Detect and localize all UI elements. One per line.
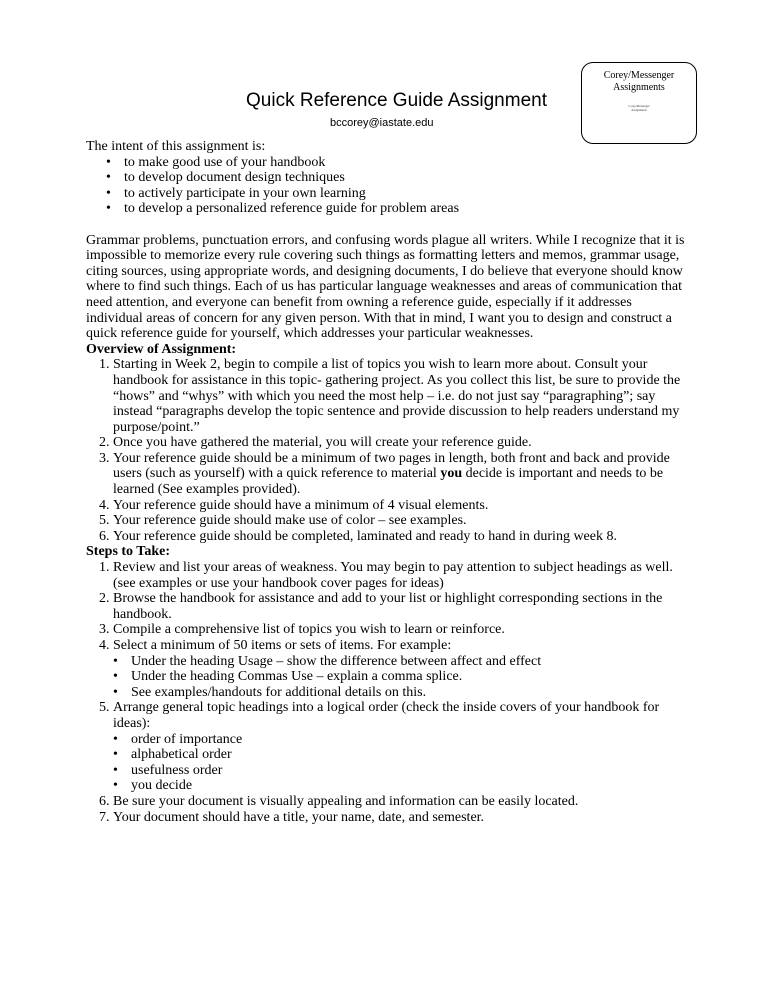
emphasis-you: you [440,466,463,482]
order-option: • you decide [113,778,686,794]
item-text-rest: decide is important and needs to be learned (See examples provided). [113,466,664,498]
item-text: Your document should have a title, your name, date, and semester. [113,809,485,825]
overview-item [86,357,686,435]
item-text: Browse the handbook for assistance and add to your list or highlight corresponding sections in the handbook. [113,591,663,622]
item-number: 5. [99,700,110,716]
intro-lead: The intent of this assignment is: [86,139,266,154]
order-options-list [113,732,686,794]
overview-item [86,435,686,451]
badge-small-line-1: Corey/Messenger [628,104,650,108]
item-number: 1. [99,357,110,373]
item-number: 6. [99,528,110,544]
steps-heading: Steps to Take: [86,544,171,560]
intent-item: • to make good use of your handbook [86,155,686,171]
order-option: • usefulness order [113,763,686,779]
overview-item [86,451,686,498]
item-number: 2. [99,435,110,451]
item-text: Arrange general topic headings into a logical order (check the inside covers of your handbook for ideas): [113,700,660,731]
intro-paragraph: Grammar problems, punctuation errors, and confusing words plague all writers. While I recognize that it is impossible to memorize every rule covering such things as formatting letters and memos, grammar usage, citing sources, using appropriate words, and designing documents, I do believe that everyone should know where to find such things. Each of us has particular language weaknesses and areas of communication that need attention, and everyone can benefit from owning a reference guide, especially if it addresses individual areas of concern for any given person. With that in mind, I want you to design and construct a quick reference guide for yourself, which addresses your particular weaknesses. [86,232,685,342]
item-text: Your reference guide should make use of color – see examples. [113,513,467,529]
step-item [86,622,686,638]
step-item [86,591,686,622]
document-body [86,139,686,825]
document-title: Quick Reference Guide Assignment [246,90,547,111]
item-number: 5. [99,513,110,529]
item-text: Once you have gathered the material, you will create your reference guide. [113,435,532,451]
item-number: 2. [99,591,110,607]
overview-heading: Overview of Assignment: [86,341,237,357]
item-number: 4. [99,497,110,513]
item-number: 1. [99,560,110,576]
step-item [86,794,686,810]
badge-line-1: Corey/Messenger [603,70,675,81]
intent-item: • to actively participate in your own learning [86,186,686,202]
overview-item [86,529,686,545]
intent-item: • to develop a personalized reference guide for problem areas [86,201,686,217]
item-number: 3. [99,622,110,638]
order-option: • order of importance [113,732,686,748]
author-email: bccorey@iastate.edu [330,117,434,129]
item-text: Compile a comprehensive list of topics you wish to learn or reinforce. [113,622,505,638]
example-list [113,654,686,701]
badge-small-line-2: Assignments [631,108,647,112]
item-number: 7. [99,809,110,825]
item-text: Be sure your document is visually appealing and information can be easily located. [113,793,579,809]
example-item: • Under the heading Usage – show the difference between affect and effect [113,654,686,670]
overview-item [86,513,686,529]
item-text: Your reference guide should be a minimum of two pages in length, both front and back and provide users (such as yourself) with a quick reference to material [113,450,670,482]
intent-list [86,155,686,217]
item-text: Review and list your areas of weakness. You may begin to pay attention to subject headings as well. (see examples or use your handbook cover pages for ideas) [113,560,673,591]
example-item: • Under the heading Commas Use – explain a comma splice. [113,669,686,685]
steps-list [86,560,686,825]
assignments-badge [581,62,697,144]
item-number: 6. [99,793,110,809]
step-item [86,560,686,591]
badge-line-2: Assignments [613,82,665,93]
item-text: Your reference guide should have a minimum of 4 visual elements. [113,497,489,513]
step-item [86,700,686,794]
overview-item [86,498,686,514]
item-number: 4. [99,638,110,653]
step-item [86,638,686,700]
order-option: • alphabetical order [113,747,686,763]
item-number: 3. [99,450,110,466]
overview-list [86,357,686,544]
example-item: • See examples/handouts for additional details on this. [113,685,686,701]
intent-item: • to develop document design techniques [86,170,686,186]
item-text: Select a minimum of 50 items or sets of items. For example: [113,638,452,653]
item-text: Starting in Week 2, begin to compile a list of topics you wish to learn more about. Consult your handbook for assistance in this topic- gathering project. As you collect this list, be sure to provide the “hows” and “whys” with which you need the most help – i.e. do not just say “paragraphing”; say instead “paragraphs develop the topic sentence and provide discussion to help readers understand my purpose/point.” [113,357,681,435]
item-text: Your reference guide should be completed, laminated and ready to hand in during week 8. [113,528,617,544]
step-item [86,810,686,826]
